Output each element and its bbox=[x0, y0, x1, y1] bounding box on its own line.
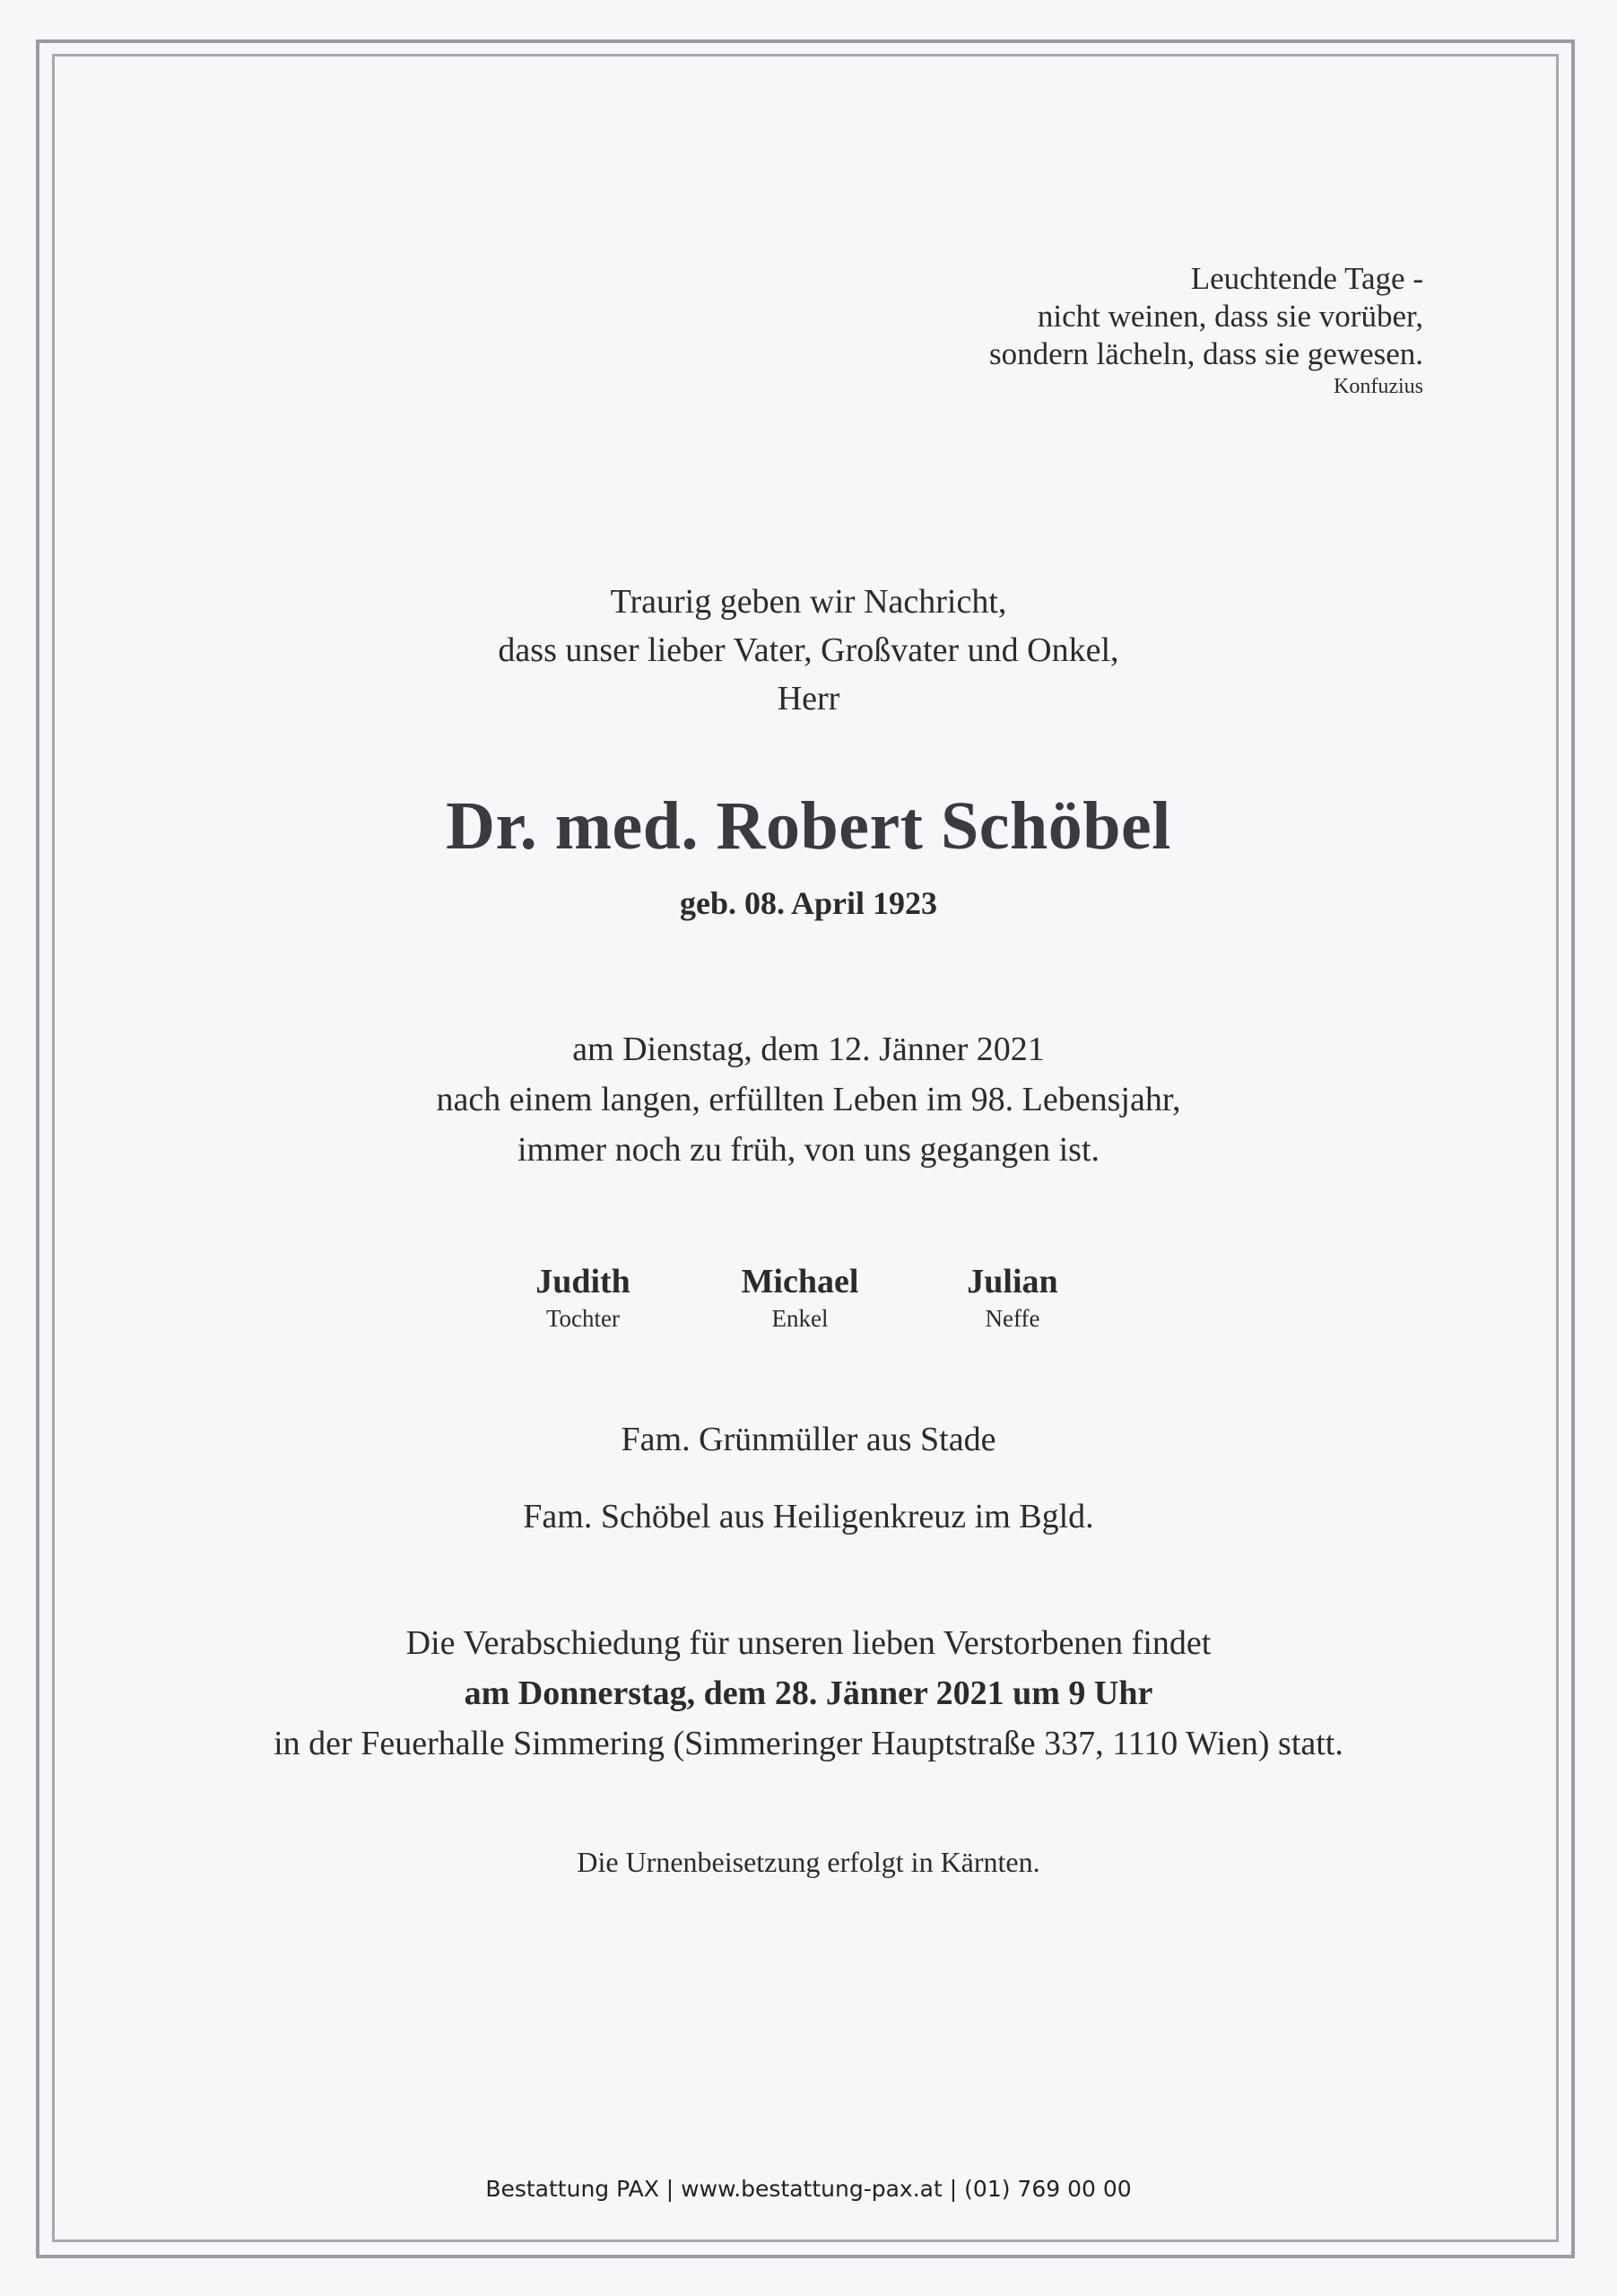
footer-separator: | bbox=[665, 2176, 674, 2202]
intro-line: dass unser lieber Vater, Großvater und Onkel, bbox=[498, 631, 1119, 669]
family-line: Fam. Grünmüller aus Stade bbox=[621, 1421, 996, 1458]
mourner-name: Judith bbox=[535, 1263, 630, 1300]
mourner-name: Michael bbox=[741, 1263, 859, 1300]
service-location: in der Feuerhalle Simmering (Simmeringer Hauptstraße 337, 1110 Wien) statt. bbox=[274, 1725, 1343, 1762]
quote-block bbox=[989, 260, 1423, 400]
birth-date: geb. 08. April 1923 bbox=[679, 885, 937, 921]
mourner-role: Enkel bbox=[771, 1305, 829, 1332]
intro-text bbox=[0, 578, 1617, 723]
death-line: nach einem langen, erfüllten Leben im 98. Lebensjahr, bbox=[436, 1081, 1181, 1118]
intro-line: Traurig geben wir Nachricht, bbox=[610, 583, 1007, 621]
footer-phone: (01) 769 00 00 bbox=[964, 2176, 1132, 2202]
quote-author: Konfuzius bbox=[1334, 375, 1423, 398]
service-date: am Donnerstag, dem 28. Jänner 2021 um 9 Uhr bbox=[464, 1674, 1153, 1712]
service-line: Die Verabschiedung für unseren lieben Verstorbenen findet bbox=[405, 1624, 1212, 1662]
footer-separator: | bbox=[949, 2176, 958, 2202]
death-line: am Dienstag, dem 12. Jänner 2021 bbox=[572, 1031, 1045, 1068]
mourner bbox=[905, 1261, 1120, 1335]
mourner-name: Julian bbox=[967, 1263, 1058, 1300]
mourner-role: Tochter bbox=[545, 1305, 621, 1332]
deceased-name: Dr. med. Robert Schöbel bbox=[446, 788, 1171, 864]
urn-note: Die Urnenbeisetzung erfolgt in Kärnten. bbox=[577, 1846, 1040, 1878]
footer bbox=[0, 2174, 1617, 2205]
service-info bbox=[0, 1618, 1617, 1769]
footer-company: Bestattung PAX bbox=[485, 2176, 659, 2202]
quote-line: sondern lächeln, dass sie gewesen. bbox=[988, 336, 1423, 371]
death-line: immer noch zu früh, von uns gegangen ist. bbox=[517, 1131, 1100, 1169]
mourner bbox=[692, 1261, 908, 1335]
intro-line: Herr bbox=[777, 680, 840, 718]
death-text bbox=[0, 1024, 1617, 1175]
family-line: Fam. Schöbel aus Heiligenkreuz im Bgld. bbox=[523, 1498, 1094, 1535]
footer-website[interactable]: www.bestattung-pax.at bbox=[681, 2176, 943, 2202]
mourner bbox=[475, 1261, 691, 1335]
quote-line: nicht weinen, dass sie vorüber, bbox=[1037, 299, 1423, 334]
mourner-role: Neffe bbox=[985, 1305, 1040, 1332]
quote-line: Leuchtende Tage - bbox=[1190, 261, 1423, 296]
